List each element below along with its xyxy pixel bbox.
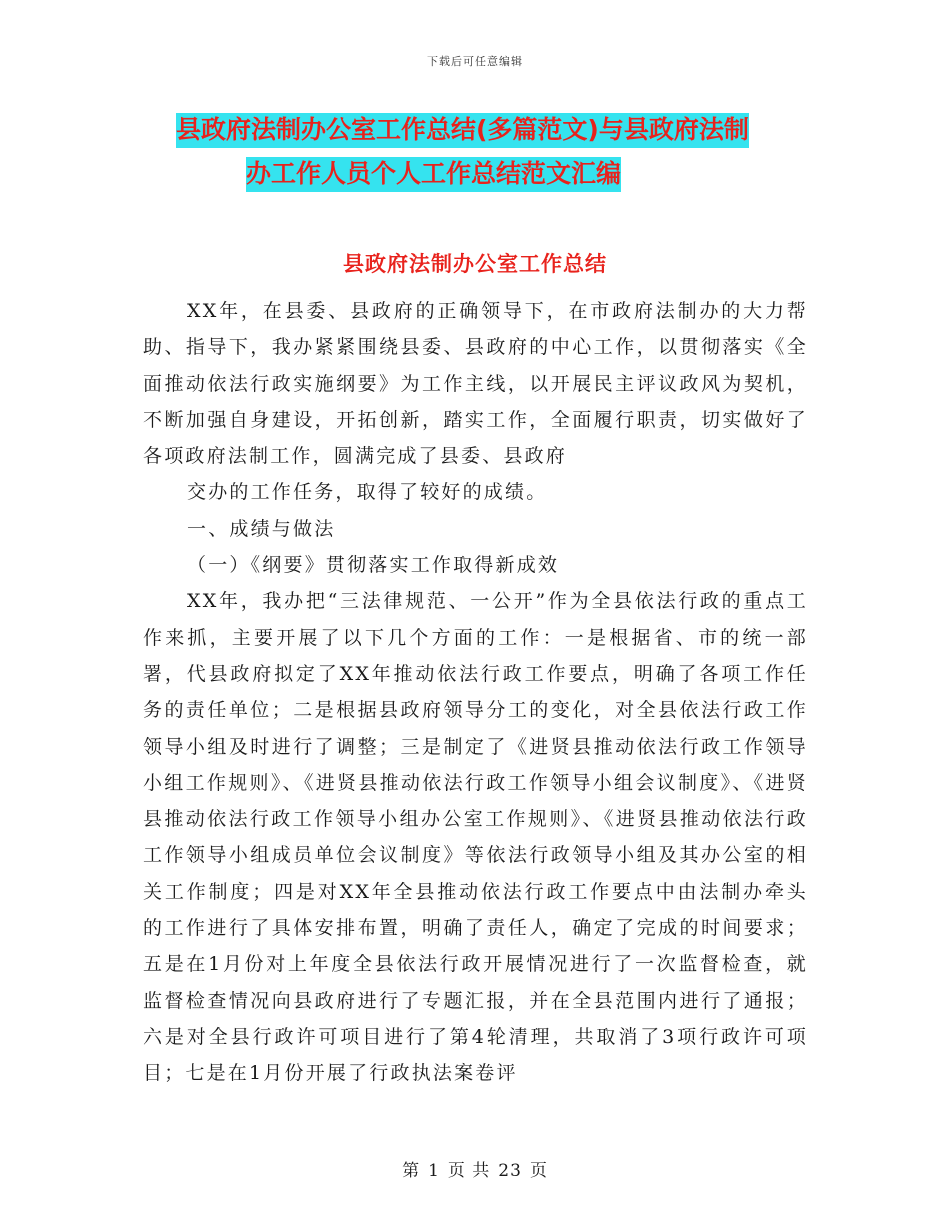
paragraph-intro-end: 交办的工作任务，取得了较好的成绩。 <box>187 481 548 504</box>
title-line-2-text: 办工作人员个人工作总结范文汇编 <box>246 157 621 192</box>
header-note: 下载后可任意编辑 <box>427 55 523 68</box>
paragraph-outline-work: XX年，我办把“三法律规范、一公开”作为全县依法行政的重点工作来抓，主要开展了以下几个方面的工作：一是根据省、市的统一部署，代县政府拟定了XX年推动依法行政工作要点，明确了各项工作任务的责任单位；二是根据县政府领导分工的变化，对全县依法行政工作领导小组及时进行了调整；三是制定了《进贤县推动依法行政工作领导小组工作规则》、《进贤县推动依法行政工作领导小组会议制度》、《进贤县推动依法行政工作领导小组办公室工作规则》、《进贤县推动依法行政工作领导小组成员单位会议制度》等依法行政领导小组及其办公室的相关工作制度；四是对XX年全县推动依法行政工作要点中由法制办牵头的工作进行了具体安排布置，明确了责任人，确定了完成的时间要求；五是在1月份对上年度全县依法行政开展情况进行了一次监督检查，就监督检查情况向县政府进行了专题汇报，并在全县范围内进行了通报；六是对全县行政许可项目进行了第4轮清理，共取消了3项行政许可项目；七是在1月份开展了行政执法案卷评 <box>143 590 808 1085</box>
footer-suffix: 页 <box>529 1161 548 1181</box>
footer-total-pages: 23 <box>498 1161 522 1181</box>
heading-achievements: 一、成绩与做法 <box>187 517 336 540</box>
subheading-outline: （一）《纲要》贯彻落实工作取得新成效 <box>187 554 560 577</box>
footer-page-number: 1 <box>428 1161 440 1181</box>
document-title <box>176 108 836 196</box>
page-footer <box>0 1156 950 1181</box>
section-title: 县政府法制办公室工作总结 <box>343 252 607 276</box>
footer-middle: 页 共 <box>447 1161 491 1181</box>
title-line-2 <box>176 152 836 196</box>
document-body <box>143 293 808 1092</box>
title-line-1 <box>176 108 836 152</box>
footer-prefix: 第 <box>402 1161 421 1181</box>
paragraph-intro: XX年，在县委、县政府的正确领导下，在市政府法制办的大力帮助、指导下，我办紧紧围绕县委、县政府的中心工作，以贯彻落实《全面推动依法行政实施纲要》为工作主线，以开展民主评议政风为契机，不断加强自身建设，开拓创新，踏实工作，全面履行职责，切实做好了各项政府法制工作，圆满完成了县委、县政府 <box>143 300 808 468</box>
title-line-1-text: 县政府法制办公室工作总结(多篇范文)与县政府法制 <box>176 113 749 148</box>
